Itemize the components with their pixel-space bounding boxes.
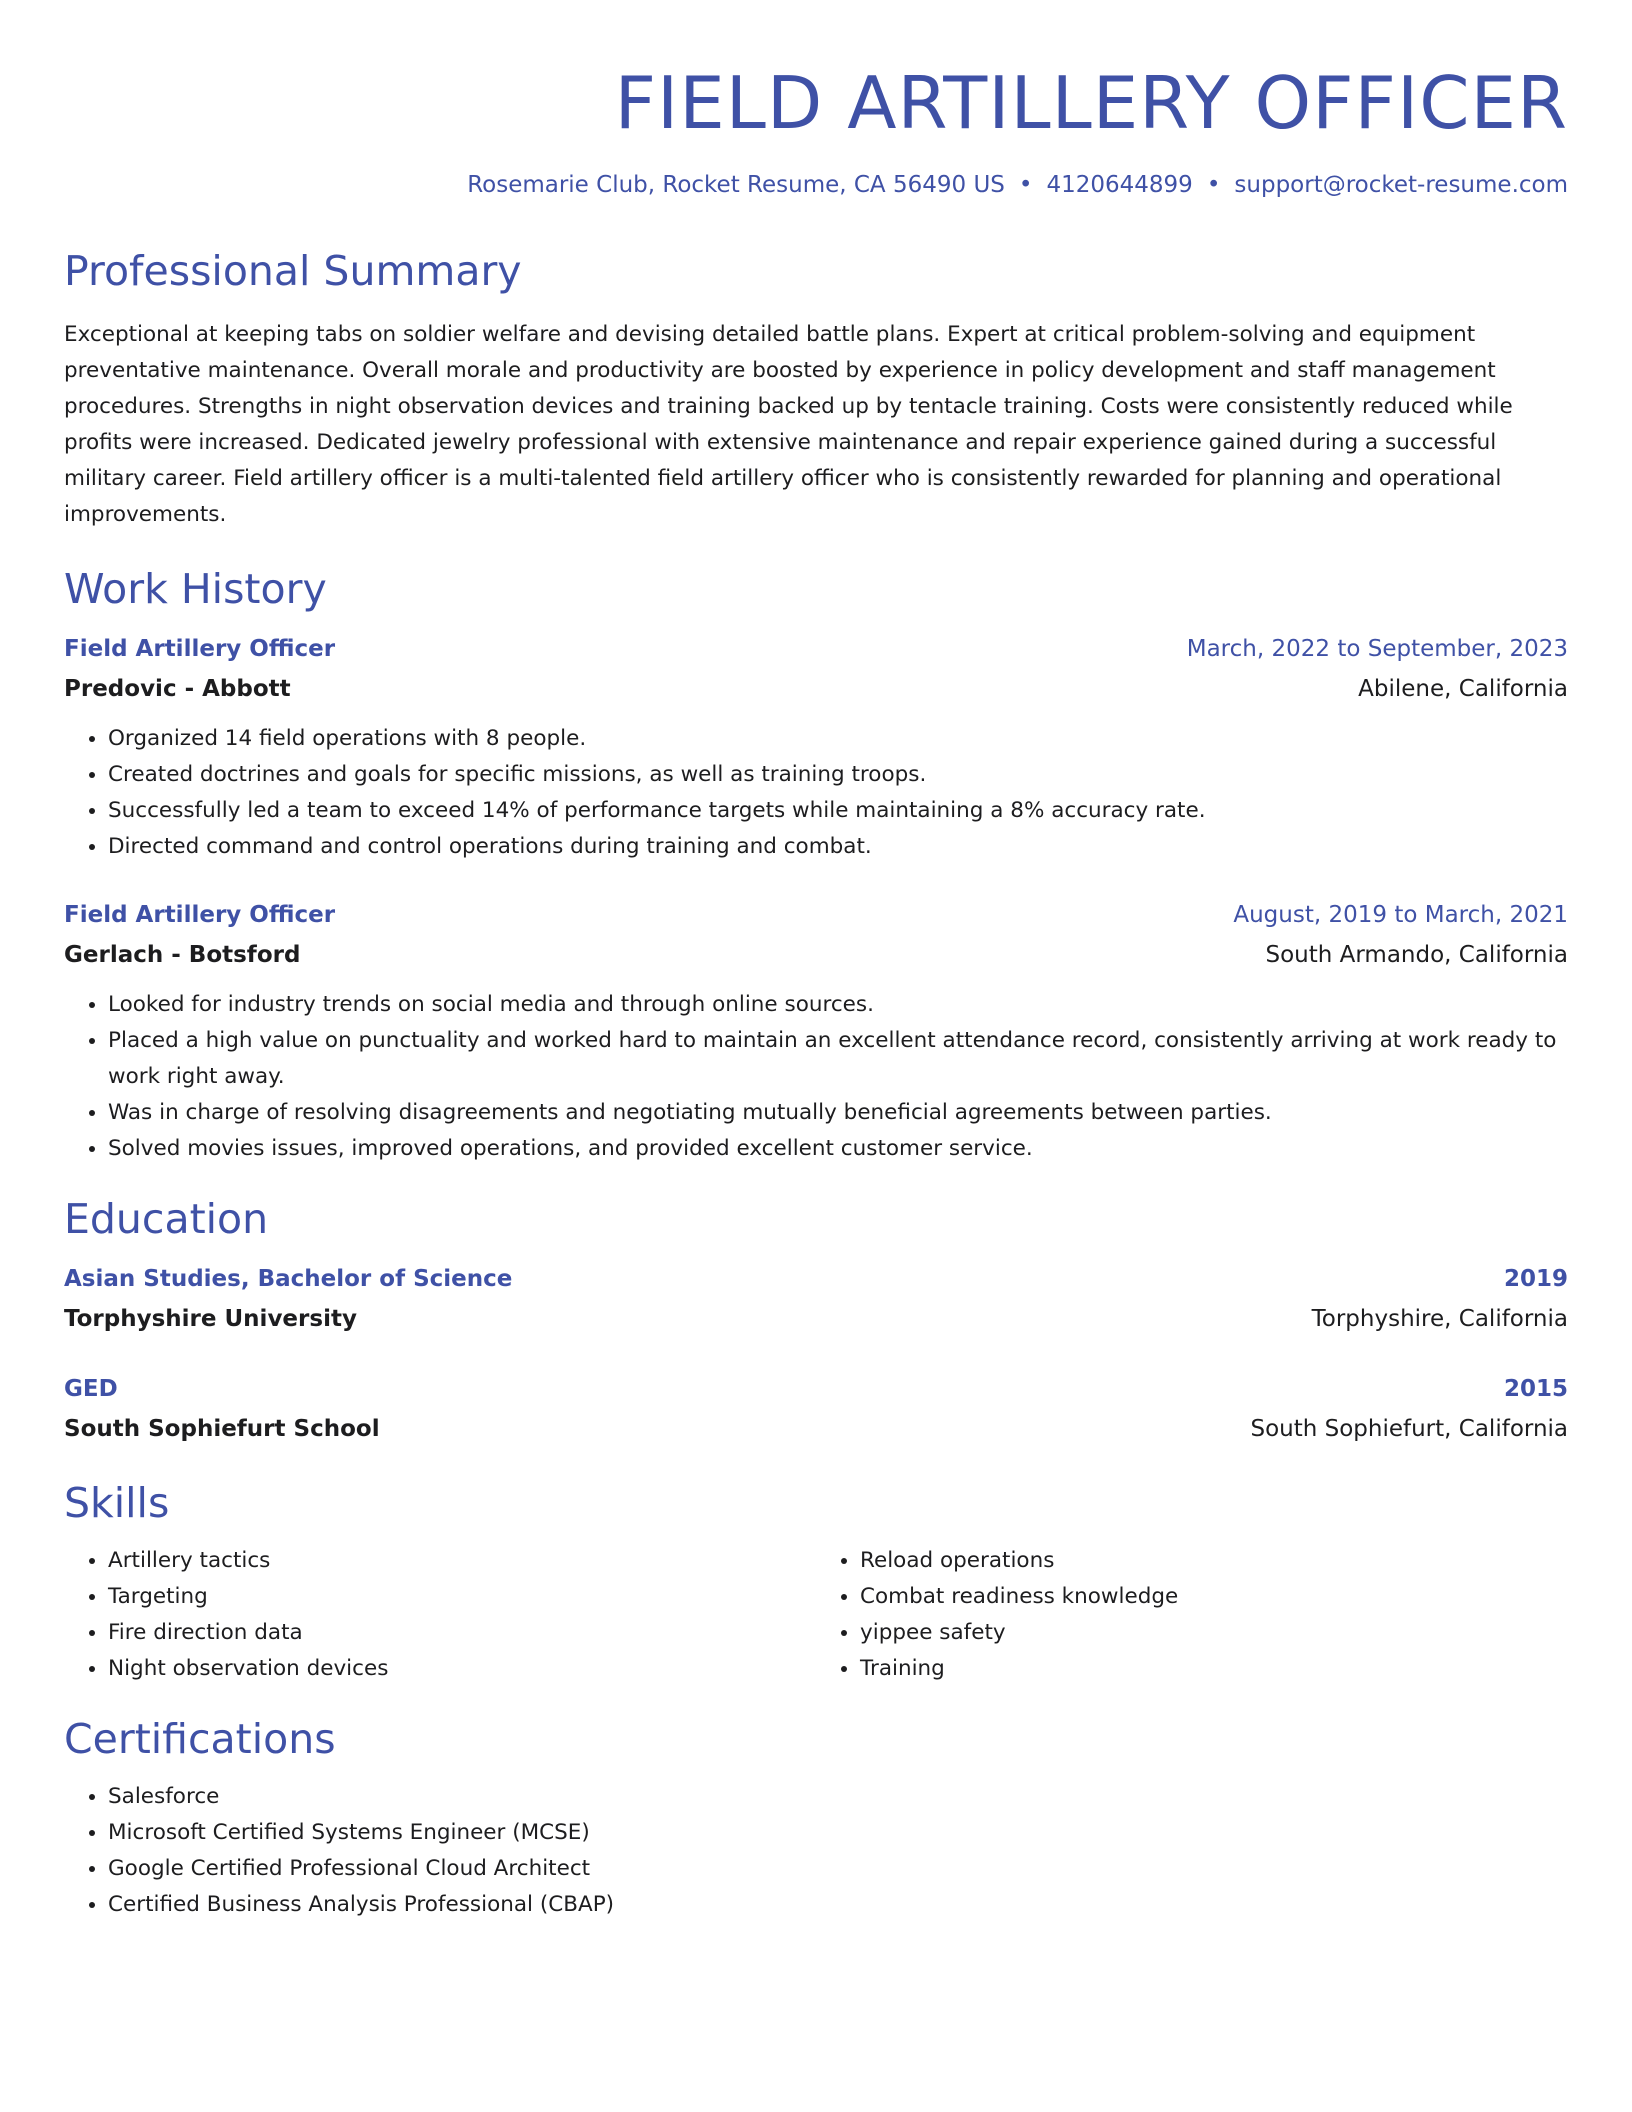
contact-separator: • xyxy=(1018,172,1033,198)
job-dates: August, 2019 to March, 2021 xyxy=(1233,902,1568,928)
contact-separator: • xyxy=(1206,172,1221,198)
certification-item: • Salesforce xyxy=(108,1779,1568,1815)
job-header xyxy=(64,895,1568,935)
skill-item: • Training xyxy=(860,1651,1568,1687)
work-history-heading: Work History xyxy=(64,565,327,613)
job-dates: March, 2022 to September, 2023 xyxy=(1186,636,1568,662)
education-degree: Asian Studies, Bachelor of Science xyxy=(64,1266,513,1292)
contact-phone[interactable]: 4120644899 xyxy=(1046,172,1193,198)
skill-item: • Artillery tactics xyxy=(108,1543,816,1579)
summary-text: Exceptional at keeping tabs on soldier welfare and devising detailed battle plans. Expert at critical problem-solving and equipment preventative maintenance. Overall morale and productivity are boosted by experience in policy development and staff management procedures. Strengths in night observation devices and training backed up by tentacle training. Costs were consistently reduced while profits were increased. Dedicated jewelry professional with extensive maintenance and repair experience gained during a successful military career. Field artillery officer is a multi-talented field artillery officer who is consistently rewarded for planning and operational improvements. xyxy=(64,322,1513,527)
skill-item: • Fire direction data xyxy=(108,1615,816,1651)
job-subheader xyxy=(64,669,1568,709)
summary-heading: Professional Summary xyxy=(64,247,522,295)
certifications-list xyxy=(64,1779,1568,1923)
education-entry xyxy=(64,1259,1568,1339)
contact-address: Rosemarie Club, Rocket Resume, CA 56490 US xyxy=(467,172,1005,198)
job-location: Abilene, California xyxy=(1358,676,1568,702)
job-entry xyxy=(64,629,1568,865)
job-header xyxy=(64,629,1568,669)
list-item: • Successfully led a team to exceed 14% of performance targets while maintaining a 8% accuracy rate. xyxy=(108,793,1568,829)
skills-list-left xyxy=(64,1543,816,1687)
education-school: South Sophiefurt School xyxy=(64,1416,380,1442)
resume-title: FIELD ARTILLERY OFFICER xyxy=(614,61,1568,145)
job-bullets xyxy=(64,721,1568,865)
education-year: 2019 xyxy=(1503,1266,1568,1292)
certification-item: • Microsoft Certified Systems Engineer (MCSE) xyxy=(108,1815,1568,1851)
job-subheader xyxy=(64,935,1568,975)
job-entry xyxy=(64,895,1568,1167)
education-location: South Sophiefurt, California xyxy=(1250,1416,1568,1442)
job-location: South Armando, California xyxy=(1265,942,1568,968)
education-location: Torphyshire, California xyxy=(1311,1306,1568,1332)
skill-item: • yippee safety xyxy=(860,1615,1568,1651)
education-heading: Education xyxy=(64,1195,269,1243)
education-header xyxy=(64,1259,1568,1299)
skills-heading: Skills xyxy=(64,1479,170,1527)
list-item: • Solved movies issues, improved operations, and provided excellent customer service. xyxy=(108,1131,1568,1167)
education-school: Torphyshire University xyxy=(64,1306,357,1332)
contact-line xyxy=(64,169,1568,201)
list-item: • Created doctrines and goals for specific missions, as well as training troops. xyxy=(108,757,1568,793)
job-title: Field Artillery Officer xyxy=(64,636,336,662)
list-item: • Was in charge of resolving disagreements and negotiating mutually beneficial agreements between parties. xyxy=(108,1095,1568,1131)
skill-item: • Reload operations xyxy=(860,1543,1568,1579)
education-header xyxy=(64,1369,1568,1409)
certifications-heading: Certifications xyxy=(64,1715,336,1763)
list-item: • Looked for industry trends on social media and through online sources. xyxy=(108,987,1568,1023)
list-item: • Directed command and control operations during training and combat. xyxy=(108,829,1568,865)
skill-item: • Combat readiness knowledge xyxy=(860,1579,1568,1615)
education-subheader xyxy=(64,1299,1568,1339)
skills-list-right xyxy=(816,1543,1568,1687)
skills-grid xyxy=(64,1543,1568,1687)
skill-item: • Night observation devices xyxy=(108,1651,816,1687)
list-item: • Organized 14 field operations with 8 people. xyxy=(108,721,1568,757)
skill-item: • Targeting xyxy=(108,1579,816,1615)
job-bullets xyxy=(64,987,1568,1167)
job-company: Predovic - Abbott xyxy=(64,676,291,702)
education-year: 2015 xyxy=(1503,1376,1568,1402)
job-title: Field Artillery Officer xyxy=(64,902,336,928)
list-item: • Placed a high value on punctuality and worked hard to maintain an excellent attendance record, consistently arriving at work ready to work right away. xyxy=(108,1023,1568,1095)
job-company: Gerlach - Botsford xyxy=(64,942,301,968)
education-entry xyxy=(64,1369,1568,1449)
certification-item: • Google Certified Professional Cloud Architect xyxy=(108,1851,1568,1887)
certification-item: • Certified Business Analysis Professional (CBAP) xyxy=(108,1887,1568,1923)
education-subheader xyxy=(64,1409,1568,1449)
education-degree: GED xyxy=(64,1376,118,1402)
contact-email[interactable]: support@rocket-resume.com xyxy=(1234,172,1568,198)
